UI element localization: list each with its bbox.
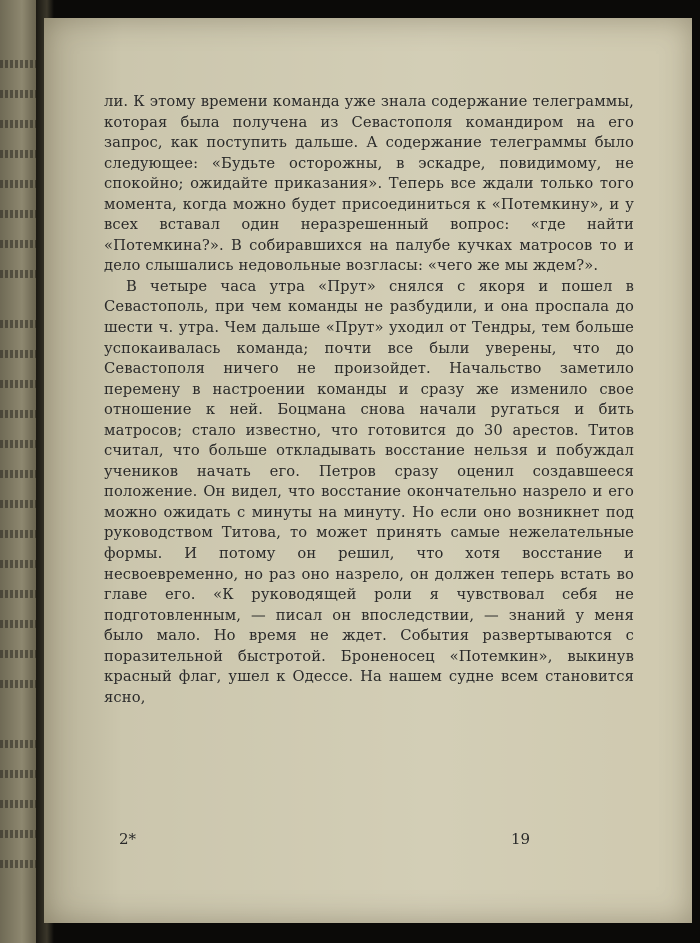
adjacent-text-line (0, 60, 40, 68)
body-text (104, 92, 634, 708)
page-number: 19 (511, 830, 531, 848)
paragraph: В четыре часа утра «Прут» снялся с якоря и пошел в Севастополь, при чем команды не разбудили, и она проспала до шести ч. утра. Чем дальше «Прут» уходил от Тендры, тем больше успокаивалась команда; почти все были уверены, что до Севастополя ничего не произойдет. Начальство заметило перемену в настроении команды и сразу же изменило свое отношение к ней. Боцмана снова начали ругаться и бить матросов; стало известно, что готовится до 30 арестов. Титов считал, что больше откладывать восстание нельзя и побуждал учеников начать его. Петров сразу оценил создавшееся положение. Он видел, что восстание окончательно назрело и его можно ожидать с минуты на минуту. Но если оно возникнет под руководством Титова, то может принять самые нежелательные формы. И потому он решил, что хотя восстание и несвоевременно, но раз оно назрело, он должен теперь встать во главе его. «К руководящей роли я чувствовал себя не подготовленным, — писал он впоследствии, — знаний у меня было мало. Но время не ждет. События развертываются с поразительной быстротой. Броненосец «Потемкин», выкинув красный флаг, ушел к Одессе. На нашем судне всем становится ясно, (104, 277, 634, 706)
adjacent-text-line (0, 90, 40, 98)
adjacent-text-line (0, 150, 40, 158)
adjacent-text-line (0, 120, 40, 128)
adjacent-text-line (0, 560, 40, 568)
adjacent-text-line (0, 530, 40, 538)
adjacent-page-edge (0, 0, 40, 943)
paragraph: ли. К этому времени команда уже знала содержание телеграммы, которая была получена из Севастополя командиром на его запрос, как поступить дальше. А содержание телеграммы было следующее: «Будьте осторожны, в эскадре, повидимому, не спокойно; ожидайте приказания». Теперь все ждали только того момента, когда можно будет присоединиться к «Потемкину», и у всех вставал один неразрешенный вопрос: «где найти «Потемкина?». В собиравшихся на палубе кучках матросов то и дело слышались недовольные возгласы: «чего же мы ждем?». (104, 93, 634, 275)
adjacent-text-line (0, 740, 40, 748)
adjacent-text-line (0, 650, 40, 658)
adjacent-text-line (0, 620, 40, 628)
adjacent-text-line (0, 830, 40, 838)
signature-mark: 2* (119, 830, 137, 848)
adjacent-text-line (0, 860, 40, 868)
book-page (44, 18, 692, 923)
adjacent-text-line (0, 320, 40, 328)
adjacent-text-line (0, 210, 40, 218)
adjacent-text-line (0, 590, 40, 598)
adjacent-text-line (0, 350, 40, 358)
adjacent-text-line (0, 270, 40, 278)
adjacent-text-line (0, 770, 40, 778)
adjacent-text-line (0, 380, 40, 388)
adjacent-text-line (0, 180, 40, 188)
adjacent-text-line (0, 500, 40, 508)
adjacent-text-line (0, 800, 40, 808)
adjacent-text-line (0, 440, 40, 448)
adjacent-text-line (0, 410, 40, 418)
adjacent-text-line (0, 470, 40, 478)
adjacent-text-line (0, 680, 40, 688)
adjacent-text-line (0, 240, 40, 248)
page-footer (44, 830, 692, 854)
